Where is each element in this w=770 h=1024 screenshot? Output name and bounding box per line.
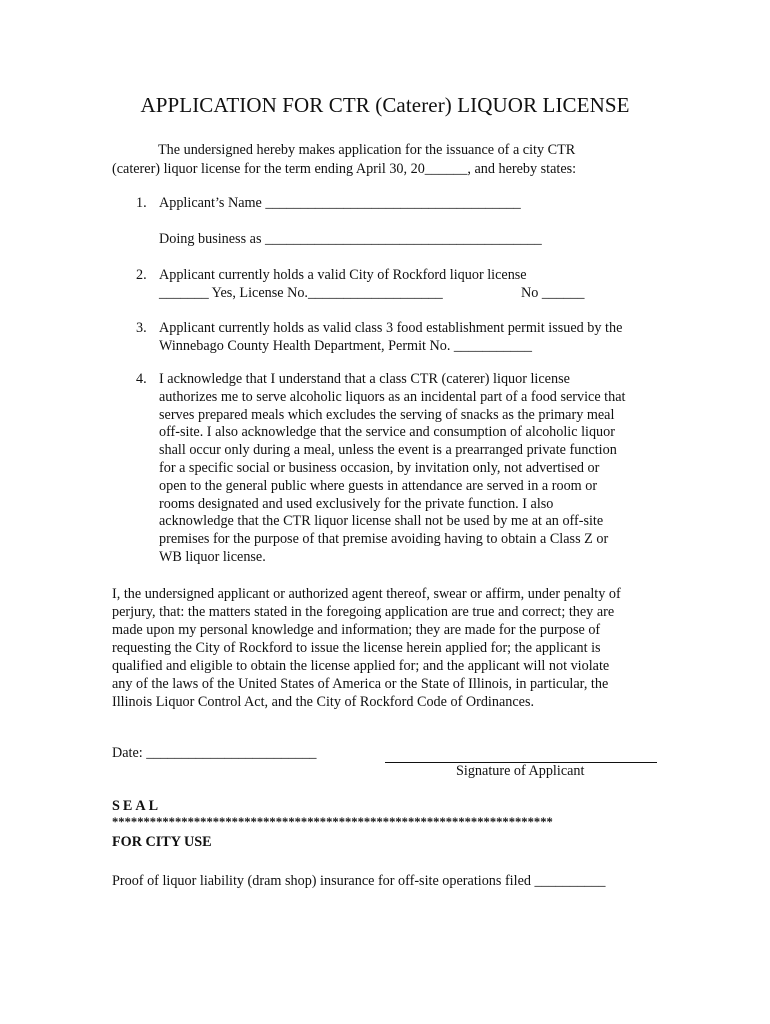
item-2-number: 2. — [136, 267, 147, 283]
applicant-name-field: Applicant’s Name ____________________________________ — [159, 195, 521, 211]
oath-line: made upon my personal knowledge and information; they are made for the purpose of — [112, 622, 601, 638]
seal-label: SEAL — [112, 798, 162, 814]
item-4-line: open to the general public where guests in attendance are served in a room or — [159, 477, 598, 494]
doing-business-as-field: Doing business as _______________________________________ — [159, 231, 542, 247]
item-4-paragraph — [159, 371, 659, 567]
item-4-line: acknowledge that the CTR liquor license shall not be used by me at an off-site — [159, 513, 604, 530]
item-4-line: shall occur only during a meal, unless the event is a prearranged private function — [159, 442, 617, 459]
intro-paragraph — [112, 141, 672, 179]
insurance-proof-field: Proof of liquor liability (dram shop) insurance for off-site operations filed __________ — [112, 873, 606, 889]
date-field: Date: ________________________ — [112, 745, 317, 761]
star-divider: ********************************************************************** — [112, 815, 553, 829]
oath-paragraph — [112, 585, 652, 711]
intro-line-1: The undersigned hereby makes application for the issuance of a city CTR — [158, 142, 576, 158]
oath-line: any of the laws of the United States of America or the State of Illinois, in particular, the — [112, 676, 609, 692]
item-4-line: off-site. I also acknowledge that the service and consumption of alcoholic liquor — [159, 424, 615, 441]
item-4-line: authorizes me to serve alcoholic liquors as an incidental part of a food service that — [159, 388, 626, 405]
item-4-line: WB liquor license. — [159, 548, 266, 565]
item-4-number: 4. — [136, 371, 147, 387]
city-use-heading: FOR CITY USE — [112, 834, 212, 850]
document-title: APPLICATION FOR CTR (Caterer) LIQUOR LICENSE — [140, 93, 630, 117]
item-4-line: serves prepared meals which excludes the serving of snacks as the primary meal — [159, 406, 615, 423]
item-4-line: premises for the purpose of that premise avoiding having to obtain a Class Z or — [159, 531, 609, 548]
item-3-line-1: Applicant currently holds as valid class 3 food establishment permit issued by the — [159, 320, 623, 336]
intro-line-2: (caterer) liquor license for the term ending April 30, 20______, and hereby states: — [112, 161, 577, 177]
oath-line: perjury, that: the matters stated in the foregoing application are true and correct; they are — [112, 604, 615, 620]
oath-line: Illinois Liquor Control Act, and the City of Rockford Code of Ordinances. — [112, 694, 535, 710]
item-1-number: 1. — [136, 195, 147, 211]
item-3-number: 3. — [136, 320, 147, 336]
oath-line: qualified and eligible to obtain the license applied for; and the applicant will not violate — [112, 658, 610, 674]
license-no-field: No ______ — [521, 285, 585, 301]
oath-line: requesting the City of Rockford to issue the license herein applied for; the applicant is — [112, 640, 601, 656]
item-4-line: rooms designated and used exclusively for the private function. I also — [159, 495, 554, 512]
item-4-line: for a specific social or business occasion, by invitation only, not advertised or — [159, 459, 600, 476]
license-yes-field: _______ Yes, License No.___________________ — [159, 285, 443, 301]
permit-number-field: Winnebago County Health Department, Permit No. ___________ — [159, 338, 532, 354]
signature-label: Signature of Applicant — [456, 763, 585, 779]
oath-line: I, the undersigned applicant or authorized agent thereof, swear or affirm, under penalty of — [112, 586, 621, 602]
item-4-line: I acknowledge that I understand that a class CTR (caterer) liquor license — [159, 371, 570, 387]
item-2-line-1: Applicant currently holds a valid City of Rockford liquor license — [159, 267, 527, 283]
